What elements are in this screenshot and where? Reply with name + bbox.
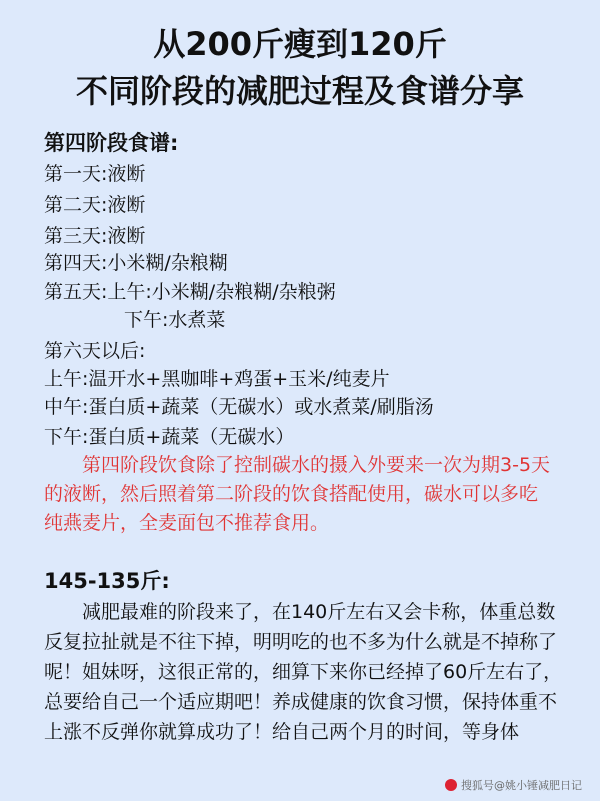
stage-145-135-heading: 145-135斤:: [44, 569, 170, 593]
stage-145-135-body: 减肥最难的阶段来了，在140斤左右又会卡称，体重总数反复拉扯就是不往下掉，明明吃的也不多为什么就是不掉称了呢！姐妹呀，这很正常的，细算下来你已经掉了60斤左右了，总要给自己一个适应期吧！养成健康的饮食习惯，保持体重不上涨不反弹你就算成功了！给自己两个月的时间，等身体: [44, 601, 563, 743]
day-5-afternoon: 下午:水煮菜: [124, 309, 226, 331]
meal-afternoon: 下午:蛋白质+蔬菜（无碳水）: [44, 426, 295, 448]
day-1: 第一天:液断: [44, 163, 146, 185]
stage4-heading: 第四阶段食谱:: [44, 131, 179, 155]
day-3: 第三天:液断: [44, 225, 146, 247]
title-line-2: 不同阶段的减肥过程及食谱分享: [75, 72, 524, 110]
meal-morning: 上午:温开水+黑咖啡+鸡蛋+玉米/纯麦片: [44, 368, 390, 390]
day-5: 第五天:上午:小米糊/杂粮糊/杂粮粥: [44, 281, 336, 303]
sohu-logo-icon: [445, 779, 457, 791]
after-day-6-heading: 第六天以后:: [44, 340, 146, 362]
watermark: [445, 777, 582, 793]
day-4: 第四天:小米糊/杂粮糊: [44, 252, 228, 274]
day-2: 第二天:液断: [44, 194, 146, 216]
meal-noon: 中午:蛋白质+蔬菜（无碳水）或水煮菜/刷脂汤: [44, 396, 434, 418]
stage4-note: 第四阶段饮食除了控制碳水的摄入外要来一次为期3-5天的液断，然后照着第二阶段的饮食搭配使用，碳水可以多吃纯燕麦片，全麦面包不推荐食用。: [44, 454, 551, 534]
title-line-1: 从200斤瘦到120斤: [153, 25, 447, 63]
watermark-text: 搜狐号@姚小锤减肥日记: [461, 779, 582, 792]
